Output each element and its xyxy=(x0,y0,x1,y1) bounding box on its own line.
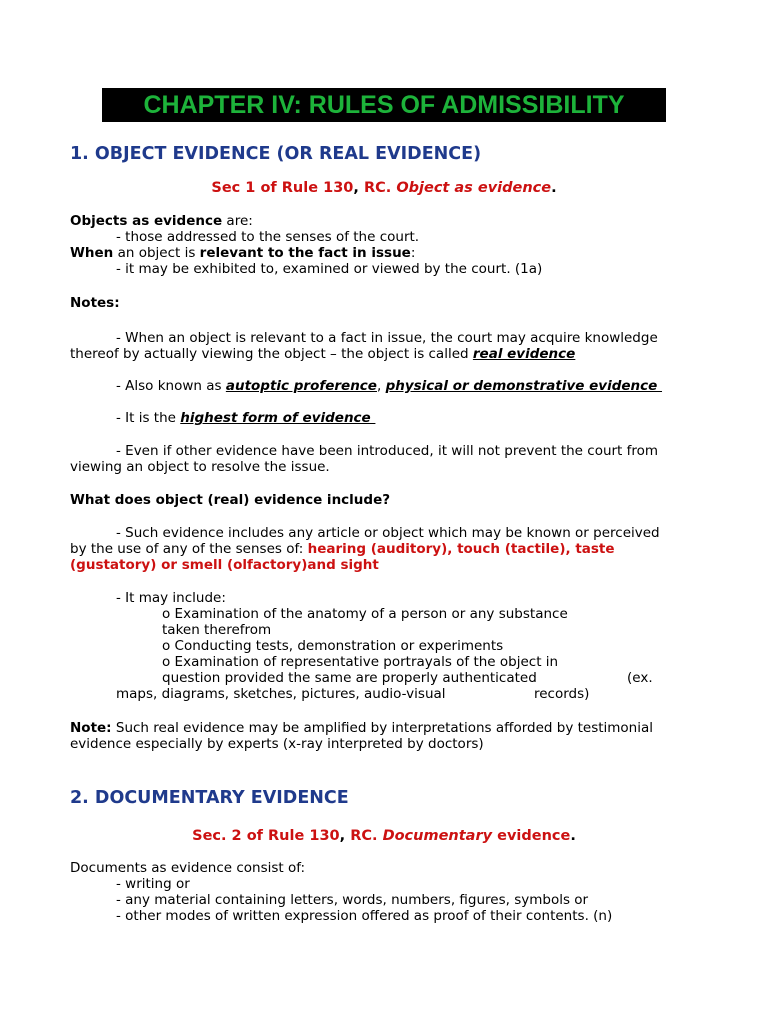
autoptic-proference-term: autoptic proference xyxy=(225,378,377,394)
note-1-line-1: - When an object is relevant to a fact in issue, the court may acquire knowledge xyxy=(116,330,658,346)
senses-list: hearing (auditory), touch (tactile), taste xyxy=(307,541,615,557)
note-3 xyxy=(116,410,375,426)
note-2 xyxy=(116,378,662,394)
note-label: Note: xyxy=(70,720,112,736)
rule-ref-comma: , xyxy=(339,828,346,844)
definition-line-1 xyxy=(70,213,253,229)
documents-item-1: - writing or xyxy=(116,876,190,892)
note-1-line-2 xyxy=(70,346,575,362)
include-item-2: o Conducting tests, demonstration or experiments xyxy=(162,638,504,654)
note-text: Such real evidence may be amplified by interpretations afforded by testimonial xyxy=(111,720,654,736)
section-2-rule-reference xyxy=(0,828,768,844)
colon: : xyxy=(410,245,416,261)
question-heading xyxy=(70,492,390,508)
rule-ref-title: Object as evidence xyxy=(396,180,552,196)
chapter-title: CHAPTER IV: RULES OF ADMISSIBILITY xyxy=(102,88,666,122)
answer-line-2 xyxy=(70,541,615,557)
definition-item-1: - those addressed to the senses of the court. xyxy=(116,229,420,245)
rule-ref-rc: RC. xyxy=(345,828,383,844)
note-2-separator: , xyxy=(376,378,386,394)
rule-ref-comma: , xyxy=(353,180,359,196)
senses-list-cont: (gustatory) or smell (olfactory)and sight xyxy=(70,557,379,573)
question-text: What does object (real) evidence include? xyxy=(70,492,391,508)
note-line-2: evidence especially by experts (x-ray interpreted by doctors) xyxy=(70,736,484,752)
answer-line-1: - Such evidence includes any article or object which may be known or perceived xyxy=(116,525,660,541)
note-4-line-2: viewing an object to resolve the issue. xyxy=(70,459,330,475)
section-1-rule-reference xyxy=(0,180,768,196)
include-item-3-list: maps, diagrams, sketches, pictures, audio-visual xyxy=(116,686,446,702)
rule-ref-title-2: evidence xyxy=(492,828,571,844)
include-item-1: o Examination of the anatomy of a person or any substance xyxy=(162,606,568,622)
notes-label xyxy=(70,295,120,311)
include-item-1-cont: taken therefrom xyxy=(162,622,272,638)
definition-item-2: - it may be exhibited to, examined or viewed by the court. (1a) xyxy=(116,261,543,277)
include-item-3-cont: question provided the same are properly authenticated xyxy=(162,670,537,686)
answer-text: by the use of any of the senses of: xyxy=(70,541,308,557)
section-1-heading: 1. OBJECT EVIDENCE (OR REAL EVIDENCE) xyxy=(70,144,482,164)
documents-item-3: - other modes of written expression offered as proof of their contents. (n) xyxy=(116,908,613,924)
documents-item-2: - any material containing letters, words, numbers, figures, symbols or xyxy=(116,892,589,908)
documents-intro: Documents as evidence consist of: xyxy=(70,860,306,876)
note-line-1 xyxy=(70,720,653,736)
include-item-3-ex: (ex. xyxy=(627,670,653,686)
rule-ref-period: . xyxy=(570,828,576,844)
highest-form-term: highest form of evidence xyxy=(180,410,376,426)
include-item-3-records: records) xyxy=(534,686,590,702)
answer-line-3 xyxy=(70,557,379,573)
rule-ref-number: Sec. 2 of Rule 130 xyxy=(192,828,340,844)
rule-ref-title: Documentary xyxy=(382,828,493,844)
include-item-3: o Examination of representative portrayals of the object in xyxy=(162,654,559,670)
include-label: - It may include: xyxy=(116,590,226,606)
rule-ref-number: Sec 1 of Rule 130 xyxy=(211,180,354,196)
note-4-line-1: - Even if other evidence have been introduced, it will not prevent the court from xyxy=(116,443,659,459)
definition-text: are: xyxy=(222,213,253,229)
when-text: an object is xyxy=(113,245,200,261)
rule-ref-period: . xyxy=(551,180,557,196)
definition-line-2 xyxy=(70,245,415,261)
note-2-text: - Also known as xyxy=(116,378,226,394)
physical-evidence-term: physical or demonstrative evidence xyxy=(385,378,663,394)
definition-term: Objects as evidence xyxy=(70,213,223,229)
note-3-text: - It is the xyxy=(116,410,181,426)
section-2-heading: 2. DOCUMENTARY EVIDENCE xyxy=(70,788,349,808)
relevance-term: relevant to the fact in issue xyxy=(199,245,411,261)
note-1-text: thereof by actually viewing the object – the object is called xyxy=(70,346,473,362)
when-term: When xyxy=(70,245,114,261)
rule-ref-rc: RC. xyxy=(358,180,397,196)
real-evidence-term: real evidence xyxy=(472,346,576,362)
notes-label-text: Notes: xyxy=(70,295,120,311)
